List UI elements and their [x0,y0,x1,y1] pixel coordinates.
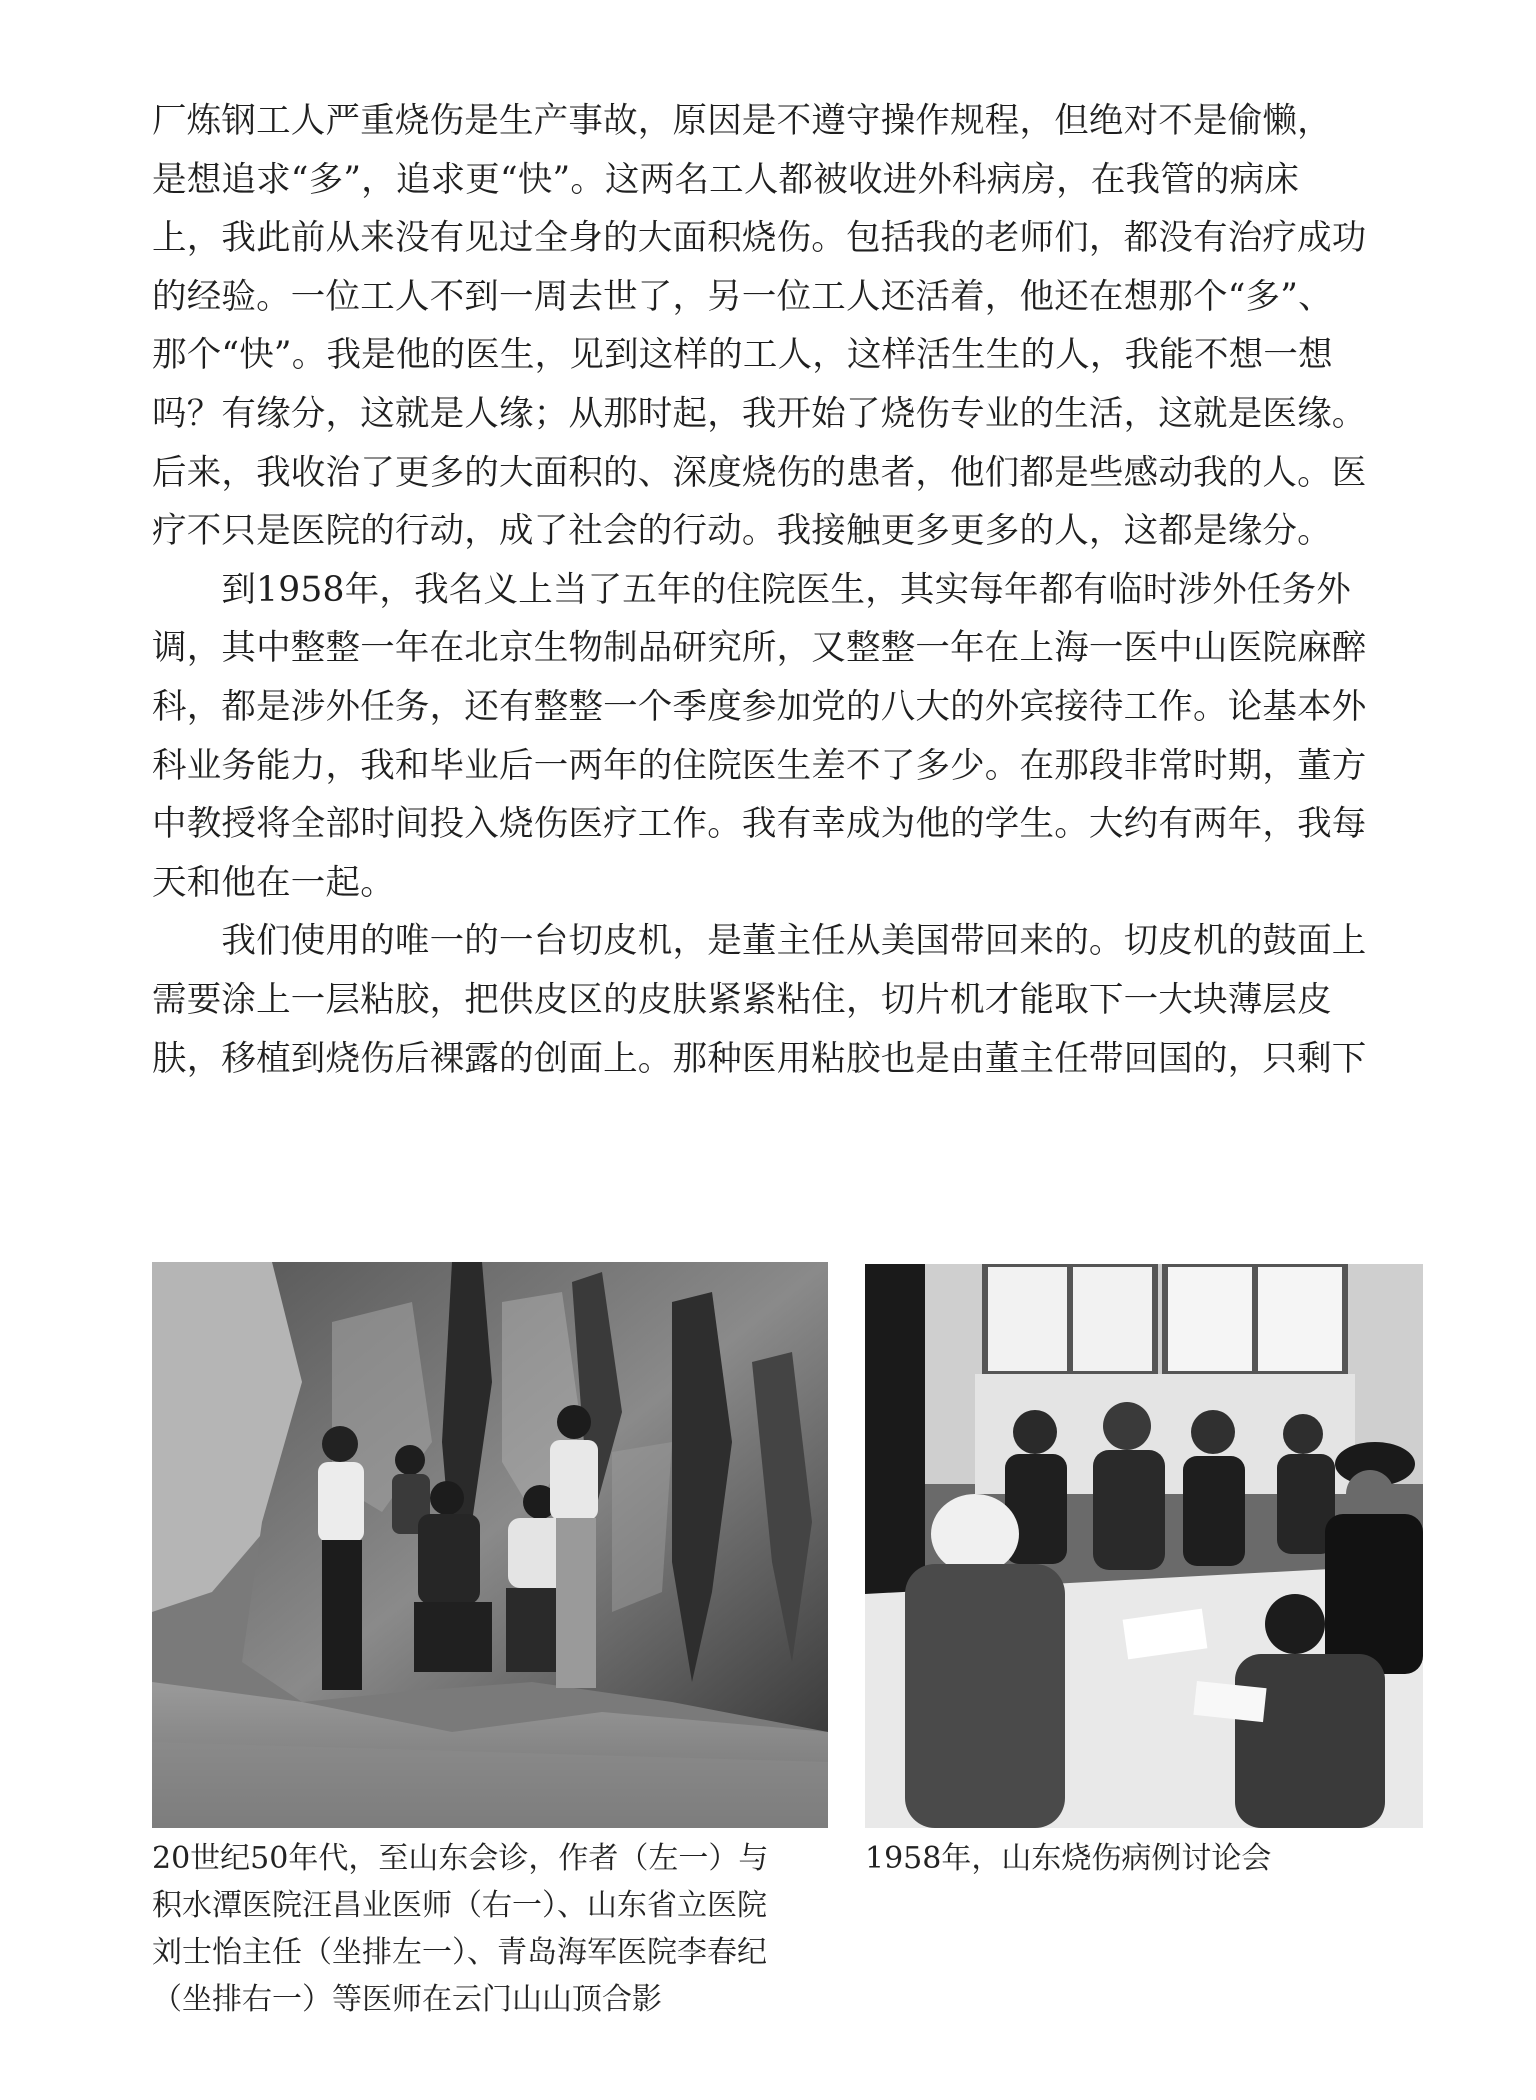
text-line: 吗？有缘分，这就是人缘；从那时起，我开始了烧伤专业的生活，这就是医缘。 [152,393,1367,434]
text-line: 是想追求“多”，追求更“快”。这两名工人都被收进外科病房，在我管的病床 [152,159,1300,200]
figure-caption: 1958年，山东烧伤病例讨论会 [865,1841,1272,1876]
text-line: 厂炼钢工人严重烧伤是生产事故，原因是不遵守操作规程，但绝对不是偷懒， [152,101,1332,141]
text-line: 疗不只是医院的行动，成了社会的行动。我接触更多更多的人，这都是缘分。 [152,511,1332,552]
text-line: 科业务能力，我和毕业后一两年的住院医生差不了多少。在那段非常时期，董方 [152,745,1367,786]
text-line: 上，我此前从来没有见过全身的大面积烧伤。包括我的老师们，都没有治疗成功 [152,218,1367,259]
caption-line: 积水潭医院汪昌业医师（右一）、山东省立医院 [152,1888,767,1923]
text-line: 天和他在一起。 [152,862,395,903]
text-line: 的经验。一位工人不到一周去世了，另一位工人还活着，他还在想那个“多”、 [152,276,1333,317]
text-line: 科，都是涉外任务，还有整整一个季度参加党的八大的外宾接待工作。论基本外 [152,686,1367,727]
figure-caption [152,1835,842,2023]
text-line: 那个“快”。我是他的医生，见到这样的工人，这样活生生的人，我能不想一想 [152,335,1333,376]
text-line: 需要涂上一层粘胶，把供皮区的皮肤紧紧粘住，切片机才能取下一大块薄层皮 [152,979,1332,1020]
text-line: 中教授将全部时间投入烧伤医疗工作。我有幸成为他的学生。大约有两年，我每 [152,804,1367,845]
body-text [152,92,1414,1088]
text-line: 后来，我收治了更多的大面积的、深度烧伤的患者，他们都是些感动我的人。医 [152,452,1367,493]
caption-line: 20世纪50年代，至山东会诊，作者（左一）与 [152,1841,769,1876]
caption-line: （坐排右一）等医师在云门山山顶合影 [152,1982,662,2017]
text-line: 我们使用的唯一的一台切皮机，是董主任从美国带回来的。切皮机的鼓面上 [152,921,1367,962]
mountain-group-photo [152,1262,828,1828]
text-line: 到1958年，我名义上当了五年的住院医生，其实每年都有临时涉外任务外 [152,569,1351,610]
text-line: 肤，移植到烧伤后裸露的创面上。那种医用粘胶也是由董主任带回国的，只剩下 [152,1038,1367,1079]
caption-line: 刘士怡主任（坐排左一）、青岛海军医院李春纪 [152,1935,767,1970]
meeting-photo [865,1264,1423,1828]
text-line: 调，其中整整一年在北京生物制品研究所，又整整一年在上海一医中山医院麻醉 [152,628,1367,669]
